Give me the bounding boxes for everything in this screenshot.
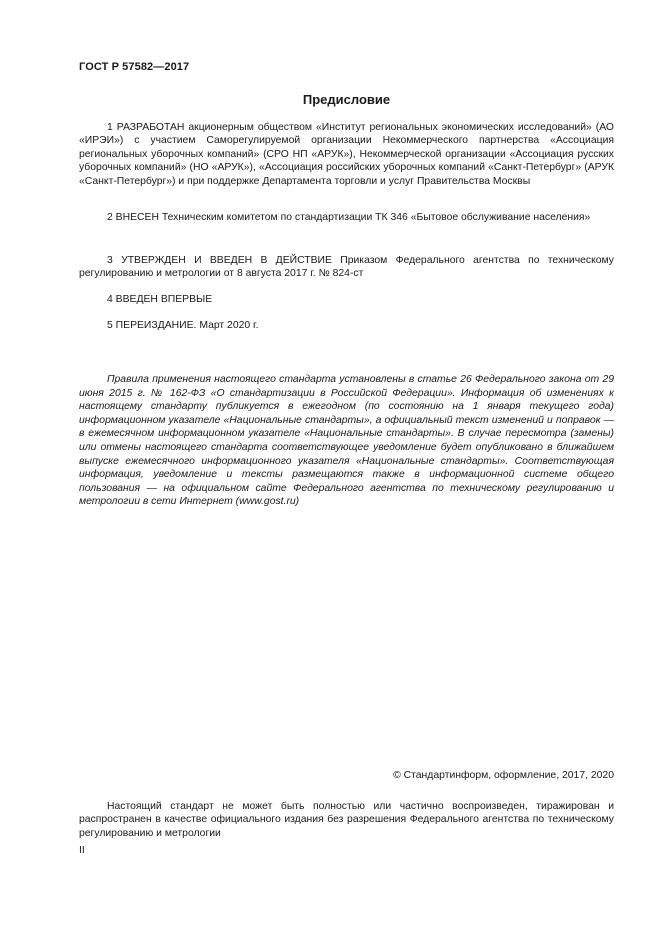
section-title: Предисловие xyxy=(302,92,391,107)
foreword-item-2: 2 ВНЕСЕН Техническим комитетом по стандартизации ТК 346 «Бытовое обслуживание населения» xyxy=(107,212,591,223)
reproduction-notice: Настоящий стандарт не может быть полностью или частично воспроизведен, тиражирован и распространен в качестве официального издания без разрешения Федерального агентства по техническому регулированию и метрологии xyxy=(79,801,614,839)
standard-application-notice: Правила применения настоящего стандарта установлены в статье 26 Федерального закона от 29 июня 2015 г. № 162-ФЗ «О стандартизации в Российской Федерации». Информация об изменениях к настоящему стандарту публикуется в ежегодном (по состоянию на 1 января текущего года) информационном указателе «Национальные стандарты», а официальный текст изменений и поправок — в ежемесячном информационном указателе «Национальные стандарты». В случае пересмотра (замены) или отмены настоящего стандарта соответствующее уведомление будет опубликовано в ближайшем выпуске ежемесячного информационного указателя «Национальные стандарты». Соответствующая информация, уведомление и тексты размещаются также в информационной системе общего пользования — на официальном сайте Федерального агентства по техническому регулированию и метрологии в сети Интернет (www.gost.ru) xyxy=(79,374,614,508)
foreword-item-4: 4 ВВЕДЕН ВПЕРВЫЕ xyxy=(107,294,213,305)
copyright-line: © Стандартинформ, оформление, 2017, 2020 xyxy=(393,770,614,781)
document-code: ГОСТ Р 57582—2017 xyxy=(79,61,190,73)
foreword-item-3: 3 УТВЕРЖДЕН И ВВЕДЕН В ДЕЙСТВИЕ Приказом Федерального агентства по техническому регулированию и метрологии от 8 августа 2017 г. № 824-ст xyxy=(79,255,614,280)
foreword-item-1: 1 РАЗРАБОТАН акционерным обществом «Институт региональных экономических исследований» (АО «ИРЭИ») с участием Саморегулируемой организации Некоммерческого партнерства «Ассоциация региональных уборочных компаний» (СРО НП «АРУК»), Некоммерческой организации «Ассоциация русских уборочных компаний» (НО «АРУК»), «Ассоциация российских уборочных компаний «Санкт-Петербург» (АРУК «Санкт-Петербург») и при поддержке Департамента торговли и услуг Правительства Москвы xyxy=(79,122,614,187)
foreword-item-5: 5 ПЕРЕИЗДАНИЕ. Март 2020 г. xyxy=(107,320,259,331)
page-number: II xyxy=(79,845,85,856)
